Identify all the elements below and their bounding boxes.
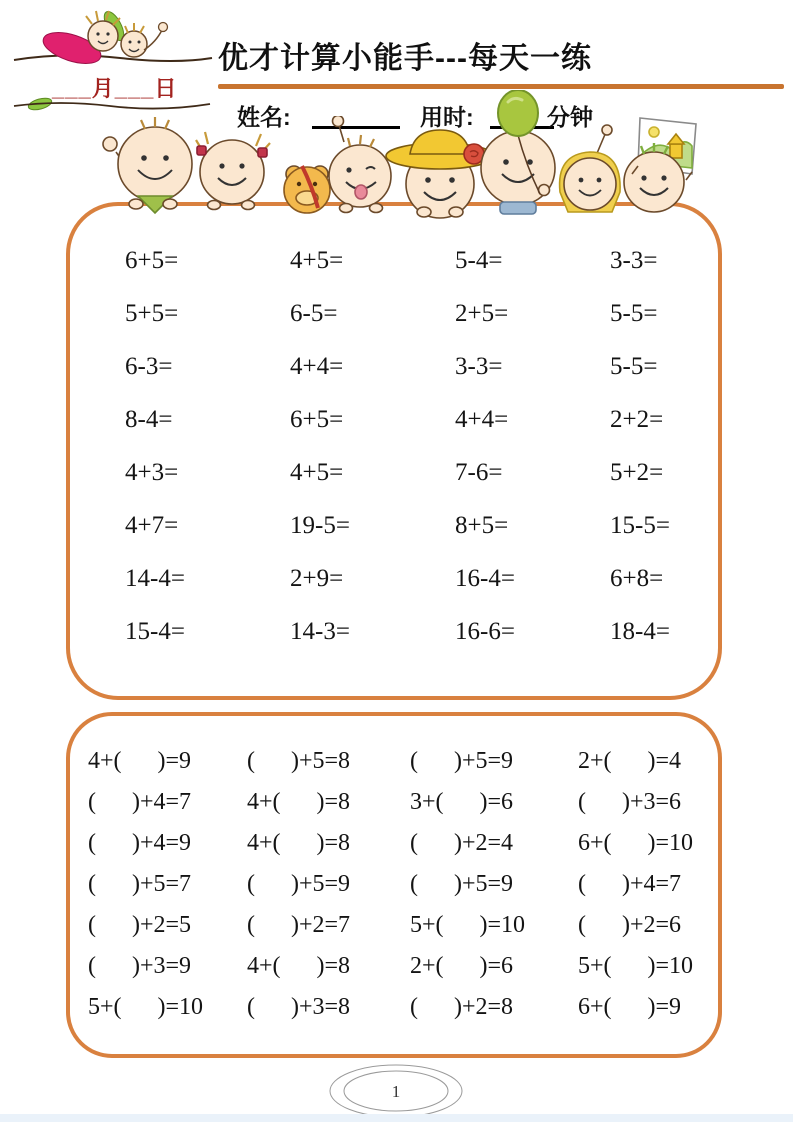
math-problem: 6+5=: [125, 247, 179, 274]
math-problem: ( )+3=9: [88, 952, 192, 979]
math-problem: ( )+5=9: [247, 870, 351, 897]
title-divider: [218, 84, 784, 89]
math-problem: 6+8=: [610, 565, 664, 592]
math-problem: 6+( )=10: [578, 829, 694, 856]
math-problem: ( )+2=7: [247, 911, 351, 938]
math-problem: 5+2=: [610, 459, 664, 486]
math-problem: ( )+2=5: [88, 911, 192, 938]
math-problem: ( )+5=7: [88, 870, 192, 897]
math-problem: 5+5=: [125, 300, 179, 327]
math-problem: 5-5=: [610, 300, 658, 327]
math-problem: 5-4=: [455, 247, 503, 274]
math-problem: 4+5=: [290, 459, 344, 486]
math-problem: 5+( )=10: [578, 952, 694, 979]
math-problem: ( )+4=7: [578, 870, 682, 897]
math-problem: 2+5=: [455, 300, 509, 327]
bottom-strip: [0, 1114, 793, 1122]
page-number-badge: [328, 1062, 464, 1120]
math-problem: 6+( )=9: [578, 993, 682, 1020]
balloon-icon: [494, 90, 550, 202]
math-problem: 4+5=: [290, 247, 344, 274]
math-problem: ( )+5=9: [410, 870, 514, 897]
math-problem: 2+( )=4: [578, 747, 682, 774]
math-problem: 3-3=: [610, 247, 658, 274]
math-problem: 15-5=: [610, 512, 670, 539]
math-problem: 4+4=: [455, 406, 509, 433]
math-problem: 3-3=: [455, 353, 503, 380]
kids-illustration: [98, 116, 698, 230]
math-problem: ( )+2=4: [410, 829, 514, 856]
math-problem: 16-6=: [455, 618, 515, 645]
math-problem: ( )+4=9: [88, 829, 192, 856]
name-label: 姓名:: [237, 104, 291, 130]
math-problem: 4+7=: [125, 512, 179, 539]
math-problem: 2+2=: [610, 406, 664, 433]
math-problem: ( )+2=6: [578, 911, 682, 938]
math-problem: 8+5=: [455, 512, 509, 539]
math-problem: ( )+3=6: [578, 788, 682, 815]
math-problem: 5+( )=10: [410, 911, 526, 938]
math-problem: 2+( )=6: [410, 952, 514, 979]
fill-blank-problems-box: [66, 712, 722, 1058]
math-problem: ( )+5=8: [247, 747, 351, 774]
math-problem: 8-4=: [125, 406, 173, 433]
math-problem: 18-4=: [610, 618, 670, 645]
minutes-label: 分钟: [547, 104, 593, 130]
page-title: 优才计算小能手---每天一练: [218, 42, 592, 75]
math-problem: ( )+4=7: [88, 788, 192, 815]
math-problem: 19-5=: [290, 512, 350, 539]
date-field: ___月___日: [52, 76, 178, 101]
math-problem: 5+( )=10: [88, 993, 204, 1020]
math-problem: 5-5=: [610, 353, 658, 380]
math-problem: 6-5=: [290, 300, 338, 327]
math-problem: 4+3=: [125, 459, 179, 486]
page-number: 1: [391, 1082, 401, 1101]
math-problem: 6+5=: [290, 406, 344, 433]
math-problem: 14-4=: [125, 565, 185, 592]
math-problem: ( )+3=8: [247, 993, 351, 1020]
math-problem: 7-6=: [455, 459, 503, 486]
math-problem: 16-4=: [455, 565, 515, 592]
time-label: 用时:: [420, 104, 474, 130]
math-problem: 4+4=: [290, 353, 344, 380]
math-problem: 4+( )=8: [247, 829, 351, 856]
math-problem: 3+( )=6: [410, 788, 514, 815]
math-problem: 15-4=: [125, 618, 185, 645]
math-problem: 2+9=: [290, 565, 344, 592]
math-problem: 4+( )=9: [88, 747, 192, 774]
math-problem: 6-3=: [125, 353, 173, 380]
math-problem: 4+( )=8: [247, 952, 351, 979]
math-problem: 14-3=: [290, 618, 350, 645]
math-problem: ( )+2=8: [410, 993, 514, 1020]
math-problem: ( )+5=9: [410, 747, 514, 774]
math-problem: 4+( )=8: [247, 788, 351, 815]
arithmetic-problems-box: [66, 202, 722, 700]
